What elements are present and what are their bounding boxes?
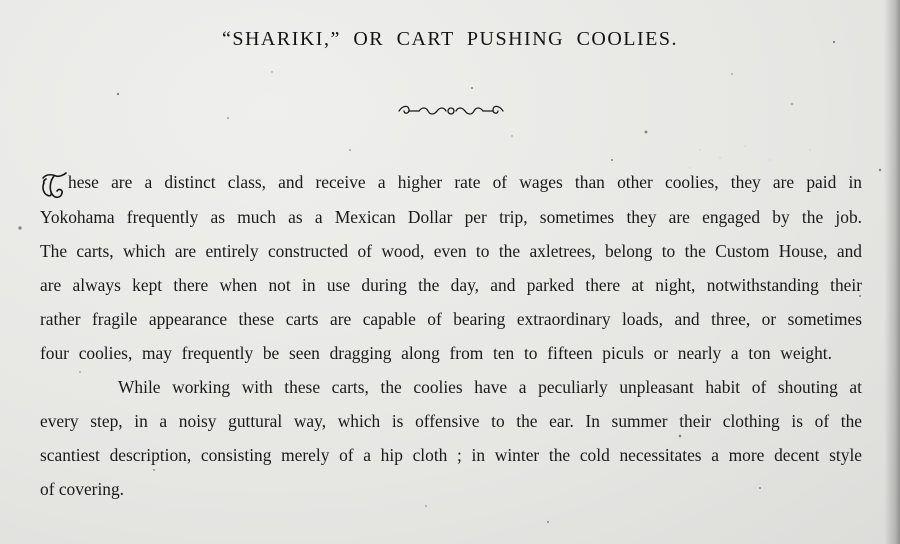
paragraph-2-line-4: of covering. — [40, 479, 125, 499]
paragraph-2-line-3: scantiest description, consisting merely of a hip cloth ; in winter the cold necessitates a more decent style — [40, 445, 862, 465]
paragraph-1-line-3: The carts, which are entirely constructed of wood, even to the axletrees, belong to the Custom House, and — [40, 241, 862, 261]
page-title: “SHARIKI,” OR CART PUSHING COOLIES. — [221, 28, 679, 50]
paragraph-1-line-5: rather fragile appearance these carts are capable of bearing extraordinary loads, and three, or sometimes — [40, 309, 862, 329]
ornate-dropcap-t-icon — [40, 171, 68, 201]
paragraph-1-line-2: Yokohama frequently as much as a Mexican Dollar per trip, sometimes they are engaged by the job. — [40, 207, 862, 227]
page-edge-shadow — [884, 0, 900, 544]
paragraph-1-line-4: are always kept there when not in use during the day, and parked there at night, notwithstanding their — [40, 275, 862, 295]
paragraph-1-line-6: four coolies, may frequently be seen dragging along from ten to fifteen piculs or nearly a ton weight. — [40, 343, 832, 363]
flourish-ornament-icon — [395, 103, 507, 119]
paragraph-2-line-2: every step, in a noisy guttural way, which is offensive to the ear. In summer their clothing is of the — [40, 411, 862, 431]
paragraph-1-line-1: hese are a distinct class, and receive a higher rate of wages than other coolies, they are paid in — [68, 172, 862, 192]
paragraph-2-line-1: While working with these carts, the coolies have a peculiarly unpleasant habit of shouting at — [118, 377, 862, 397]
